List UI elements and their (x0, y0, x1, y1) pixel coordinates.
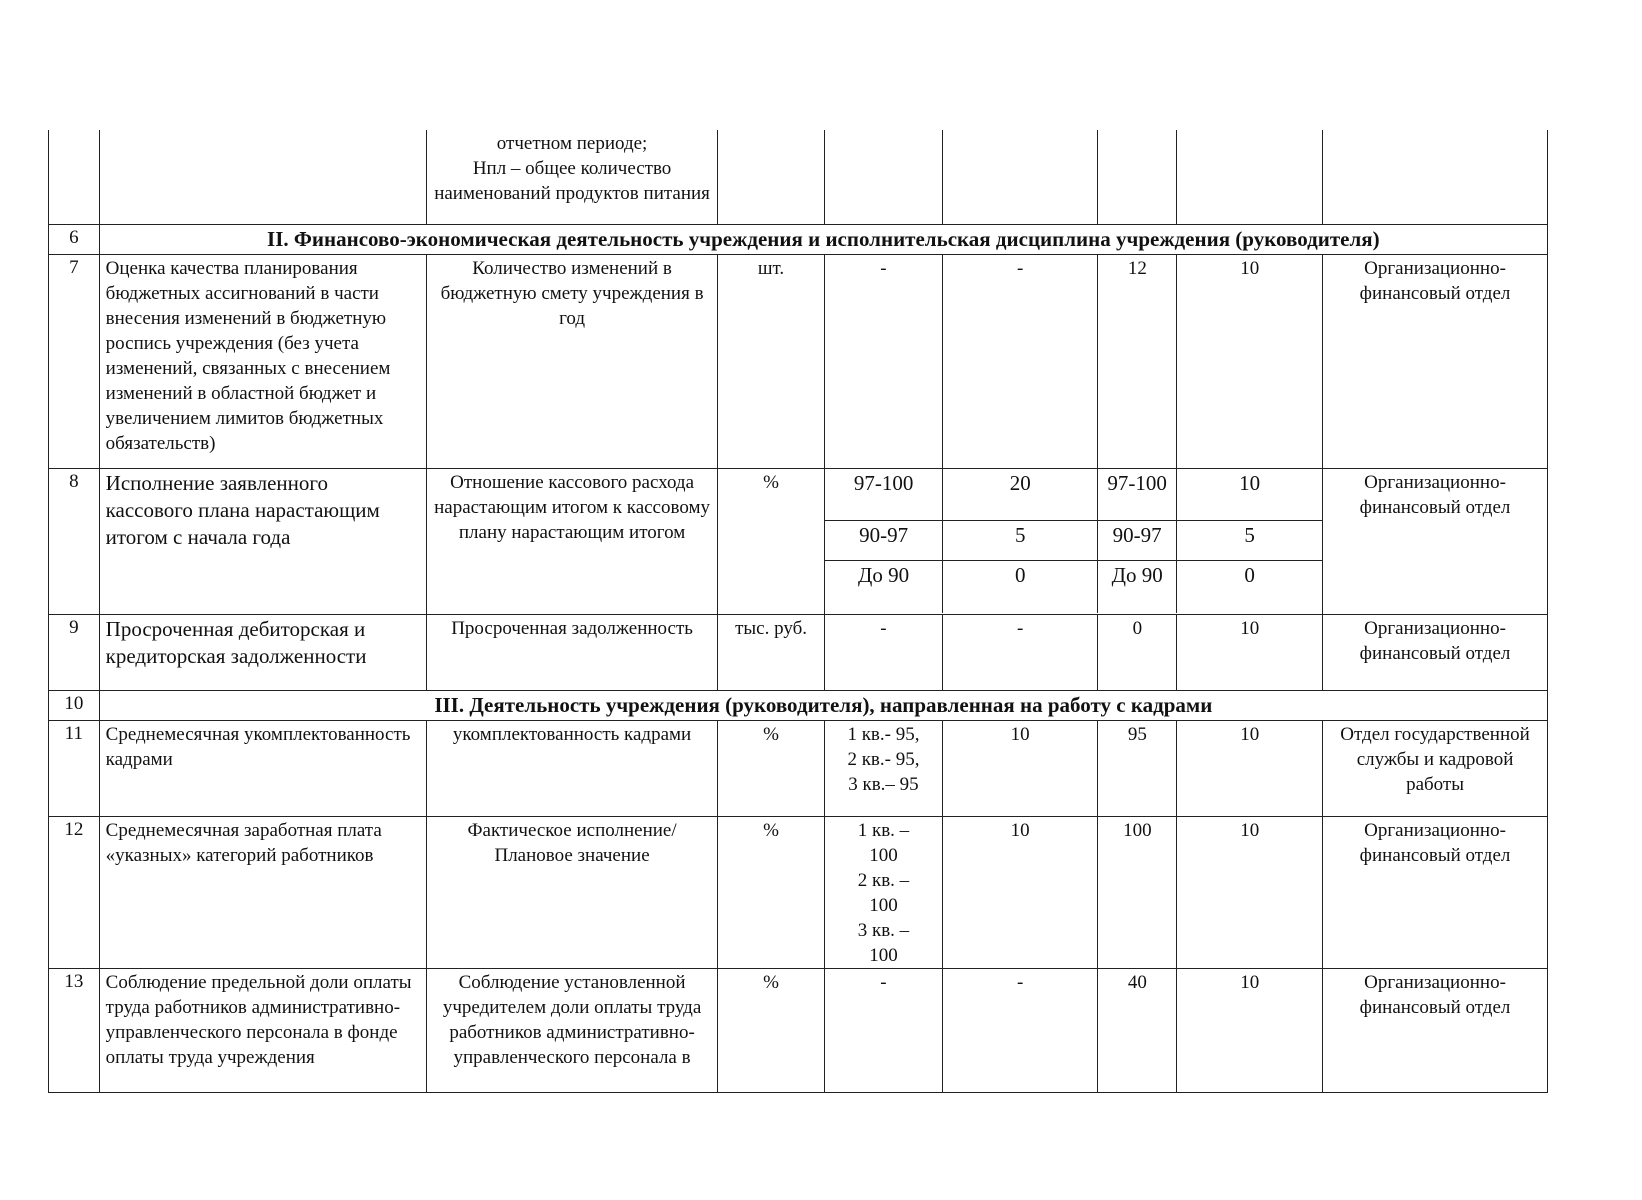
points-cell: 5 (943, 521, 1098, 561)
value-cell: - (824, 968, 942, 1092)
responsible-cell: Организационно-финансовый отдел (1323, 816, 1548, 968)
formula-cell: Просроченная задолженность (426, 614, 717, 690)
unit-cell: шт. (718, 254, 825, 468)
value-cell: 97-100 (825, 469, 943, 521)
points-cell: 10 (1177, 816, 1323, 968)
points-cell: 10 (1177, 720, 1323, 816)
unit-cell: % (718, 816, 825, 968)
row-number: 11 (49, 720, 100, 816)
formula-cell: Количество изменений в бюджетную смету учреждения в год (426, 254, 717, 468)
section-header-row (49, 224, 1548, 254)
grade-row (825, 561, 1322, 613)
table-row (49, 468, 1548, 614)
table-row (49, 614, 1548, 690)
formula-cell: Фактическое исполнение/ Плановое значение (426, 816, 717, 968)
value-cell: - (824, 254, 942, 468)
points-cell: 5 (1177, 521, 1322, 561)
unit-cell: тыс. руб. (718, 614, 825, 690)
criterion-name (99, 130, 426, 224)
formula-cell: отчетном периоде; Нпл – общее количество наименований продуктов питания (426, 130, 717, 224)
value-cell: - (824, 614, 942, 690)
grade-row (825, 469, 1322, 521)
value-cell: 12 (1098, 254, 1177, 468)
criterion-name: Просроченная дебиторская и кредиторская задолженности (99, 614, 426, 690)
points-cell: - (943, 968, 1098, 1092)
criterion-name: Исполнение заявленного кассового плана нарастающим итогом с начала года (99, 468, 426, 614)
table-row (49, 130, 1548, 224)
points-cell: 10 (1177, 469, 1322, 521)
points-cell: 10 (1177, 254, 1323, 468)
value-cell: 97-100 (1098, 469, 1177, 521)
row-number: 8 (49, 468, 100, 614)
grade-row (825, 521, 1322, 561)
value-cell: 95 (1098, 720, 1177, 816)
table-row (49, 968, 1548, 1092)
row-number: 12 (49, 816, 100, 968)
criterion-name: Оценка качества планирования бюджетных ассигнований в части внесения изменений в бюджетную роспись учреждения (без учета изменений, связанных с внесением изменений в областной бюджет и увеличением лимитов бюджетных обязательств) (99, 254, 426, 468)
grade-subtable-cell (824, 468, 1322, 614)
formula-cell: Соблюдение установленной учредителем доли оплаты труда работников административно-управленческого персонала в (426, 968, 717, 1092)
points-cell: 0 (943, 561, 1098, 613)
row-number: 7 (49, 254, 100, 468)
responsible-cell: Организационно-финансовый отдел (1323, 614, 1548, 690)
criterion-name: Среднемесячная укомплектованность кадрами (99, 720, 426, 816)
grade-subtable (825, 469, 1322, 613)
section-header-row (49, 690, 1548, 720)
unit-cell: % (718, 468, 825, 614)
value-cell: 0 (1098, 614, 1177, 690)
row-number: 6 (49, 224, 100, 254)
value-cell: 90-97 (825, 521, 943, 561)
section-title: III. Деятельность учреждения (руководителя), направленная на работу с кадрами (99, 690, 1547, 720)
criterion-name: Соблюдение предельной доли оплаты труда работников административно-управленческого персонала в фонде оплаты труда учреждения (99, 968, 426, 1092)
responsible-cell: Отдел государственной службы и кадровой работы (1323, 720, 1548, 816)
points-cell: - (943, 614, 1098, 690)
points-cell: 10 (1177, 614, 1323, 690)
row-number: 9 (49, 614, 100, 690)
value-cell: До 90 (1098, 561, 1177, 613)
responsible-cell: Организационно-финансовый отдел (1323, 968, 1548, 1092)
row-number: 10 (49, 690, 100, 720)
points-cell: 10 (943, 816, 1098, 968)
criteria-table (48, 130, 1548, 1093)
table-row (49, 816, 1548, 968)
row-number: 13 (49, 968, 100, 1092)
responsible-cell: Организационно-финансовый отдел (1323, 254, 1548, 468)
points-cell: 10 (1177, 968, 1323, 1092)
section-title: II. Финансово-экономическая деятельность учреждения и исполнительская дисциплина учреждения (руководителя) (99, 224, 1547, 254)
formula-cell: Отношение кассового расхода нарастающим итогом к кассовому плану нарастающим итогом (426, 468, 717, 614)
value-cell: 1 кв.- 95, 2 кв.- 95, 3 кв.– 95 (824, 720, 942, 816)
table-row (49, 720, 1548, 816)
unit-cell: % (718, 968, 825, 1092)
value-cell: 90-97 (1098, 521, 1177, 561)
points-cell: 0 (1244, 563, 1255, 587)
value-cell: 40 (1098, 968, 1177, 1092)
points-cell: 10 (943, 720, 1098, 816)
value-cell: 1 кв. – 100 2 кв. – 100 3 кв. – 100 (824, 816, 942, 968)
unit-cell: % (718, 720, 825, 816)
points-cell: 20 (943, 469, 1098, 521)
formula-cell: укомплектованность кадрами (426, 720, 717, 816)
criterion-name: Среднемесячная заработная плата «указных» категорий работников (99, 816, 426, 968)
value-cell: 100 (1098, 816, 1177, 968)
table-row (49, 254, 1548, 468)
responsible-cell: Организационно-финансовый отдел (1323, 468, 1548, 614)
points-cell: - (943, 254, 1098, 468)
row-number (49, 130, 100, 224)
value-cell: До 90 (825, 561, 943, 613)
